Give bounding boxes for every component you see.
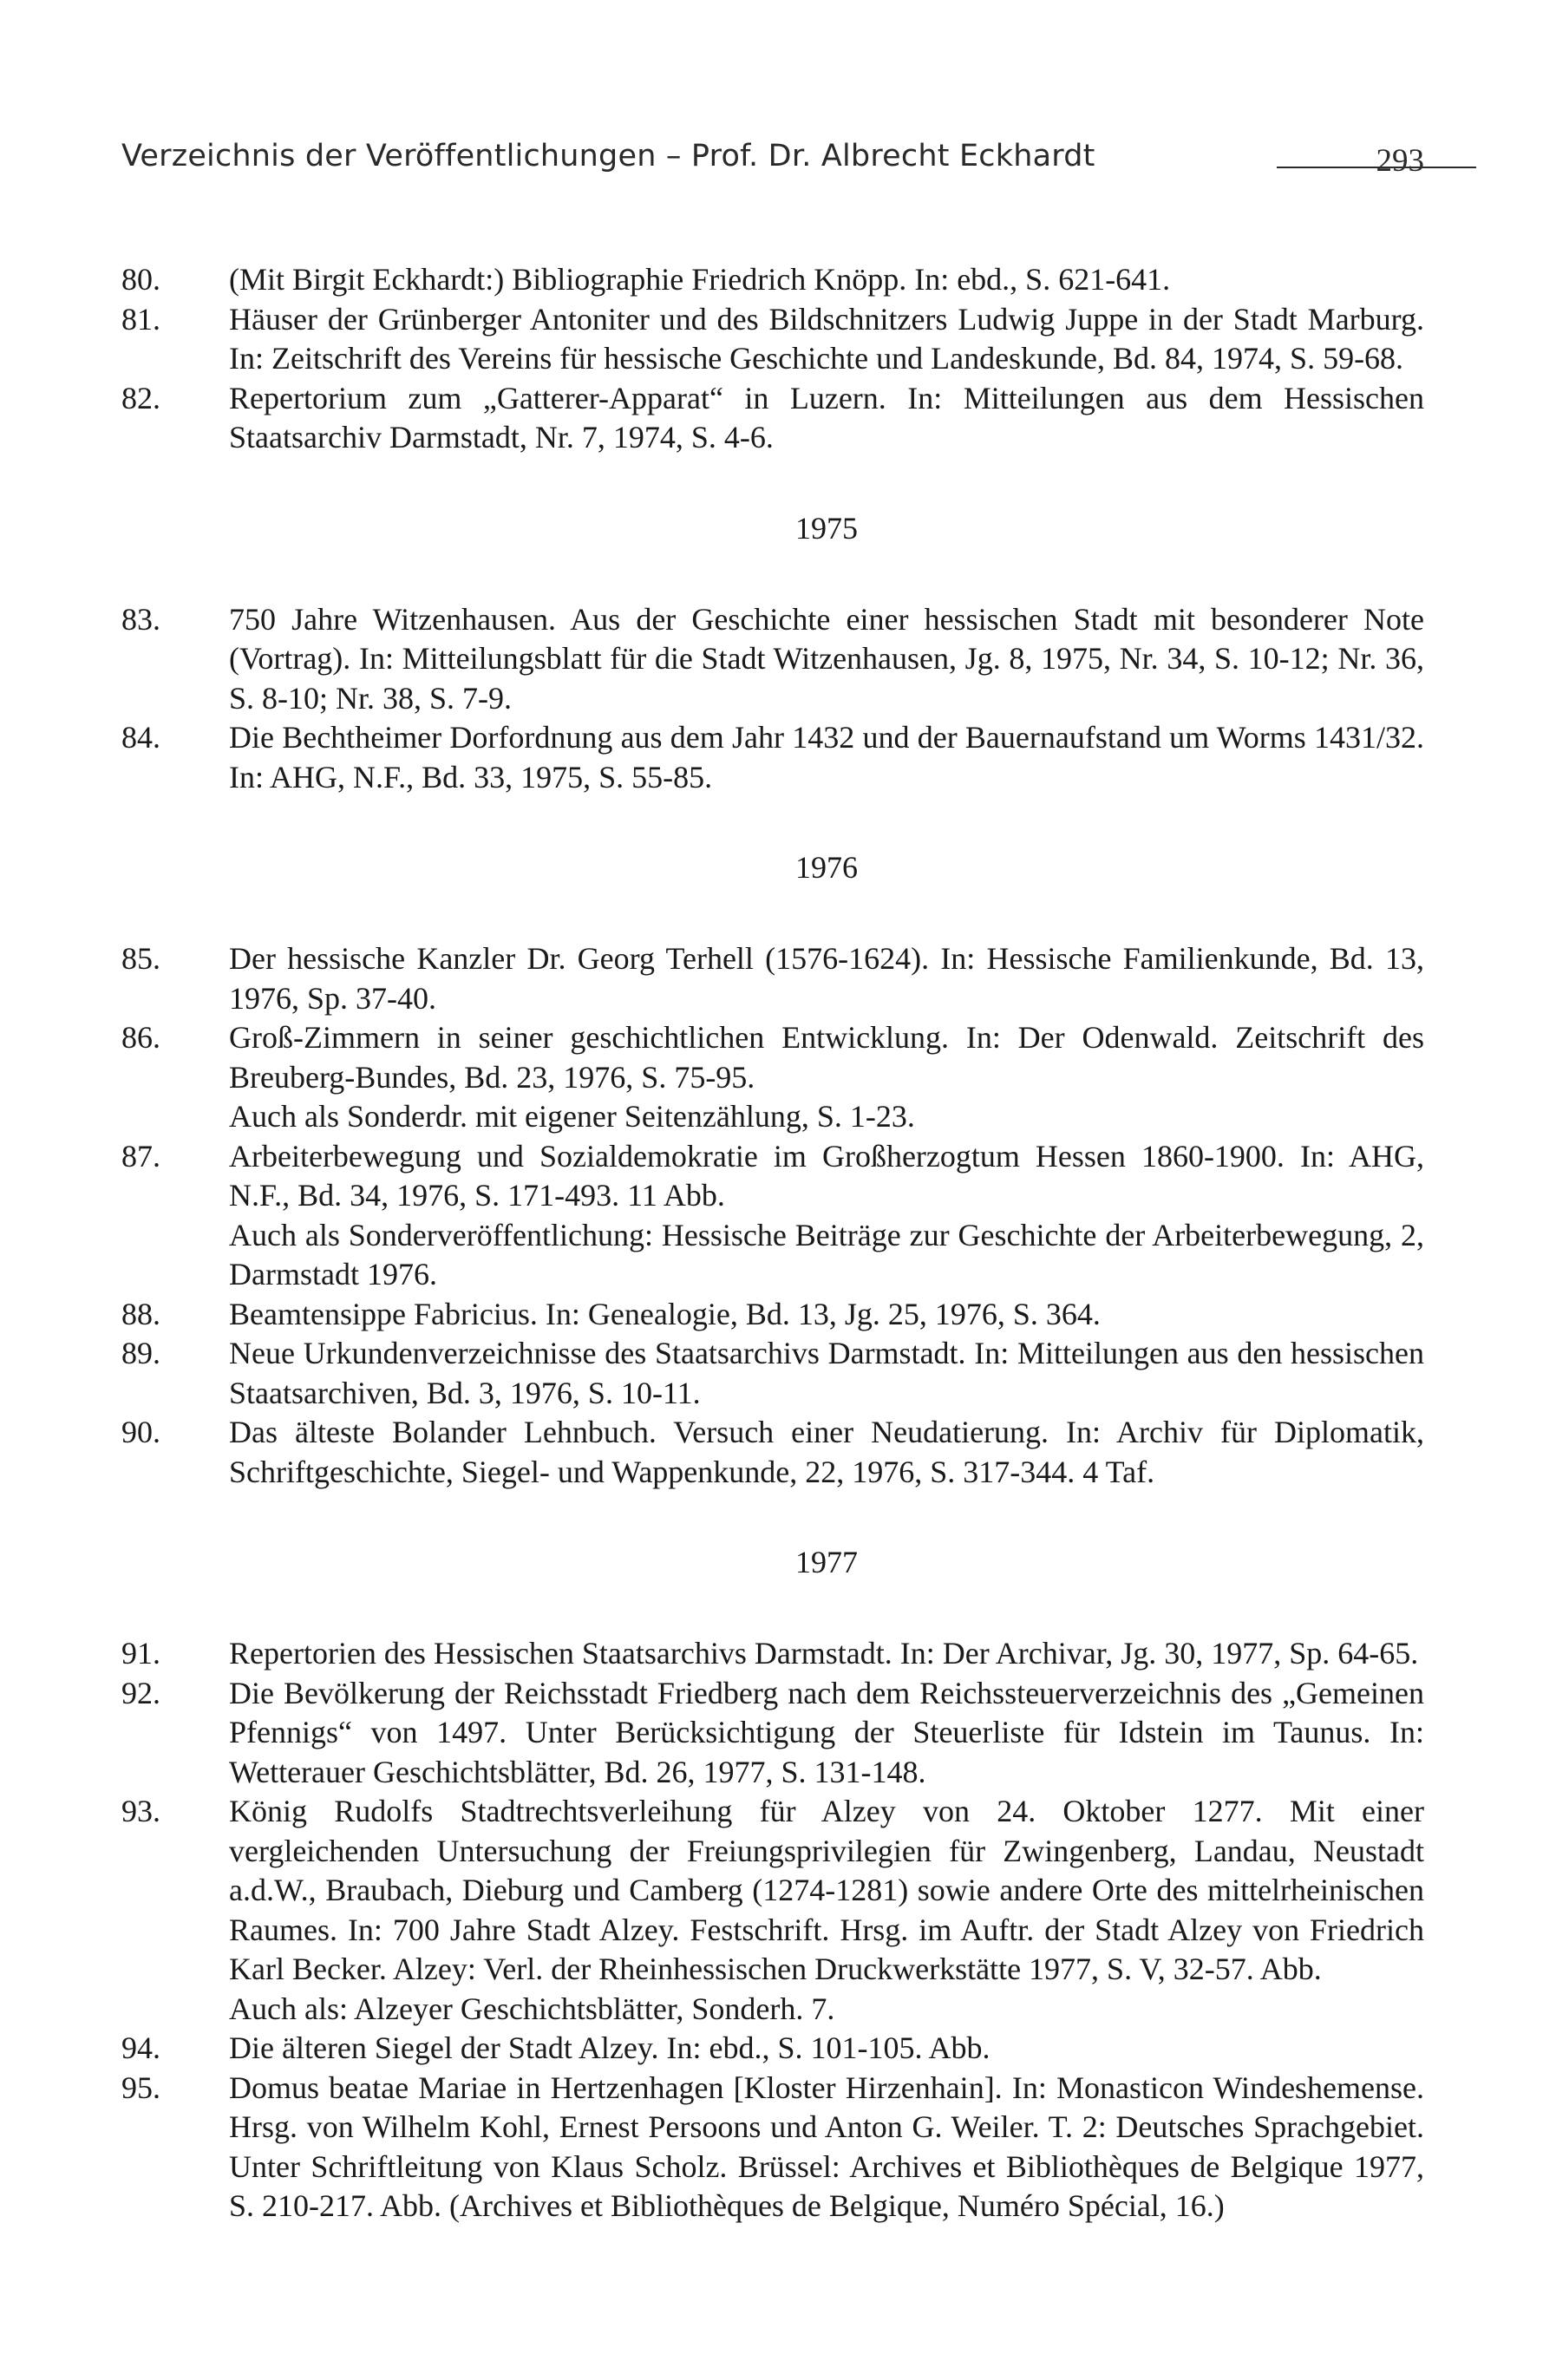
bibliography-entry — [121, 1018, 1424, 1137]
bibliography-entry — [121, 2069, 1424, 2226]
running-header — [121, 139, 1424, 191]
entry-number: 80. — [121, 262, 160, 297]
year-heading: 1977 — [795, 1545, 858, 1579]
bibliography-entry — [121, 2029, 1424, 2069]
entry-number: 85. — [121, 941, 160, 976]
entry-text: Auch als: Alzeyer Geschichtsblätter, Sonderh. 7. — [229, 1991, 835, 2026]
entry-number: 89. — [121, 1336, 160, 1370]
entry-number: 94. — [121, 2030, 160, 2065]
bibliography-entry — [121, 1634, 1424, 1674]
entry-text: Die Bevölkerung der Reichsstadt Friedberg nach dem Reichssteuerverzeichnis des „Gemeinen Pfennigs“ von 1497. Unter Berücksichtigung der Steuerliste für Idstein im Taunus. In: Wetterauer Geschichtsblätter, Bd. 26, 1977, S. 131-148. — [229, 1675, 1424, 1789]
bibliography-entry — [121, 1295, 1424, 1335]
bibliography-entry — [121, 1413, 1424, 1492]
entry-number: 81. — [121, 301, 160, 337]
page-number: 293 — [1376, 143, 1424, 179]
entry-text: Arbeiterbewegung und Sozialdemokratie im Großherzogtum Hessen 1860-1900. In: AHG, N.F., Bd. 34, 1976, S. 171-493. 11 Abb. — [229, 1138, 1424, 1213]
entry-number: 92. — [121, 1675, 160, 1710]
bibliography-entry — [121, 939, 1424, 1018]
entry-number: 84. — [121, 720, 160, 755]
year-heading: 1975 — [795, 510, 858, 546]
bibliography-list — [121, 260, 1424, 2226]
entry-text: Auch als Sonderveröffentlichung: Hessische Beiträge zur Geschichte der Arbeiterbewegung, 2, Darmstadt 1976. — [229, 1217, 1424, 1291]
running-header-title: Verzeichnis der Veröffentlichungen – Prof. Dr. Albrecht Eckhardt — [121, 139, 1095, 173]
year-heading: 1976 — [795, 850, 858, 885]
entry-text: Der hessische Kanzler Dr. Georg Terhell (1576-1624). In: Hessische Familienkunde, Bd. 13, 1976, Sp. 37-40. — [229, 941, 1424, 1016]
entry-text: Auch als Sonderdr. mit eigener Seitenzählung, S. 1-23. — [229, 1099, 915, 1134]
entry-text: (Mit Birgit Eckhardt:) Bibliographie Friedrich Knöpp. In: ebd., S. 621-641. — [229, 262, 1171, 297]
entry-text: König Rudolfs Stadtrechtsverleihung für Alzey von 24. Oktober 1277. Mit einer vergleichenden Untersuchung der Freiungsprivilegien für Zwingenberg, Landau, Neustadt a.d.W., Braubach, Dieburg und Camberg (1274-1281) sowie andere Orte des mittelrheinischen Raumes. In: 700 Jahre Stadt Alzey. Festschrift. Hrsg. im Auftr. der Stadt Alzey von Friedrich Karl Becker. Alzey: Verl. der Rheinhessischen Druckwerkstätte 1977, S. V, 32-57. Abb. — [229, 1794, 1424, 1986]
entry-number: 87. — [121, 1138, 160, 1174]
entry-number: 91. — [121, 1636, 160, 1671]
entry-text: Die älteren Siegel der Stadt Alzey. In: ebd., S. 101-105. Abb. — [229, 2030, 990, 2065]
entry-text: Beamtensippe Fabricius. In: Genealogie, Bd. 13, Jg. 25, 1976, S. 364. — [229, 1296, 1101, 1331]
entry-number: 83. — [121, 601, 160, 637]
entry-text: Häuser der Grünberger Antoniter und des Bildschnitzers Ludwig Juppe in der Stadt Marburg. In: Zeitschrift des Vereins für hessische Geschichte und Landeskunde, Bd. 84, 1974, S. 59-68. — [229, 301, 1424, 376]
entry-text: Repertorium zum „Gatterer-Apparat“ in Luzern. In: Mitteilungen aus dem Hessischen Staatsarchiv Darmstadt, Nr. 7, 1974, S. 4-6. — [229, 380, 1424, 454]
entry-text: Das älteste Bolander Lehnbuch. Versuch einer Neudatierung. In: Archiv für Diplomatik, Schriftgeschichte, Siegel- und Wappenkunde, 22, 1976, S. 317-344. 4 Taf. — [229, 1415, 1424, 1489]
bibliography-entry — [121, 718, 1424, 797]
bibliography-entry — [121, 1334, 1424, 1413]
entry-text: Neue Urkundenverzeichnisse des Staatsarchivs Darmstadt. In: Mitteilungen aus den hessischen Staatsarchiven, Bd. 3, 1976, S. 10-11. — [229, 1336, 1424, 1410]
bibliography-entry — [121, 260, 1424, 300]
entry-number: 88. — [121, 1296, 160, 1331]
bibliography-entry — [121, 1674, 1424, 1793]
bibliography-entry — [121, 379, 1424, 458]
bibliography-entry — [121, 1137, 1424, 1295]
entry-number: 90. — [121, 1415, 160, 1449]
entry-number: 86. — [121, 1020, 160, 1055]
bibliography-entry — [121, 1792, 1424, 2029]
bibliography-entry — [121, 300, 1424, 379]
entry-number: 82. — [121, 380, 160, 415]
entry-text: 750 Jahre Witzenhausen. Aus der Geschichte einer hessischen Stadt mit besonderer Note (Vortrag). In: Mitteilungsblatt für die Stadt Witzenhausen, Jg. 8, 1975, Nr. 34, S. 10-12; Nr. 36, S. 8-10; Nr. 38, S. 7-9. — [229, 601, 1424, 716]
entry-text: Groß-Zimmern in seiner geschichtlichen Entwicklung. In: Der Odenwald. Zeitschrift des Breuberg-Bundes, Bd. 23, 1976, S. 75-95. — [229, 1020, 1424, 1095]
bibliography-entry — [121, 600, 1424, 719]
entry-number: 93. — [121, 1794, 160, 1828]
entry-text: Die Bechtheimer Dorfordnung aus dem Jahr 1432 und der Bauernaufstand um Worms 1431/32. In: AHG, N.F., Bd. 33, 1975, S. 55-85. — [229, 720, 1424, 794]
entry-text: Domus beatae Mariae in Hertzenhagen [Kloster Hirzenhain]. In: Monasticon Windeshemense. Hrsg. von Wilhelm Kohl, Ernest Persoons und Anton G. Weiler. T. 2: Deutsches Sprachgebiet. Unter Schriftleitung von Klaus Scholz. Brüssel: Archives et Bibliothèques de Belgique 1977, S. 210-217. Abb. (Archives et Bibliothèques de Belgique, Numéro Spécial, 16.) — [229, 2069, 1424, 2223]
entry-text: Repertorien des Hessischen Staatsarchivs Darmstadt. In: Der Archivar, Jg. 30, 1977, Sp. 64-65. — [229, 1636, 1419, 1671]
entry-number: 95. — [121, 2069, 160, 2105]
